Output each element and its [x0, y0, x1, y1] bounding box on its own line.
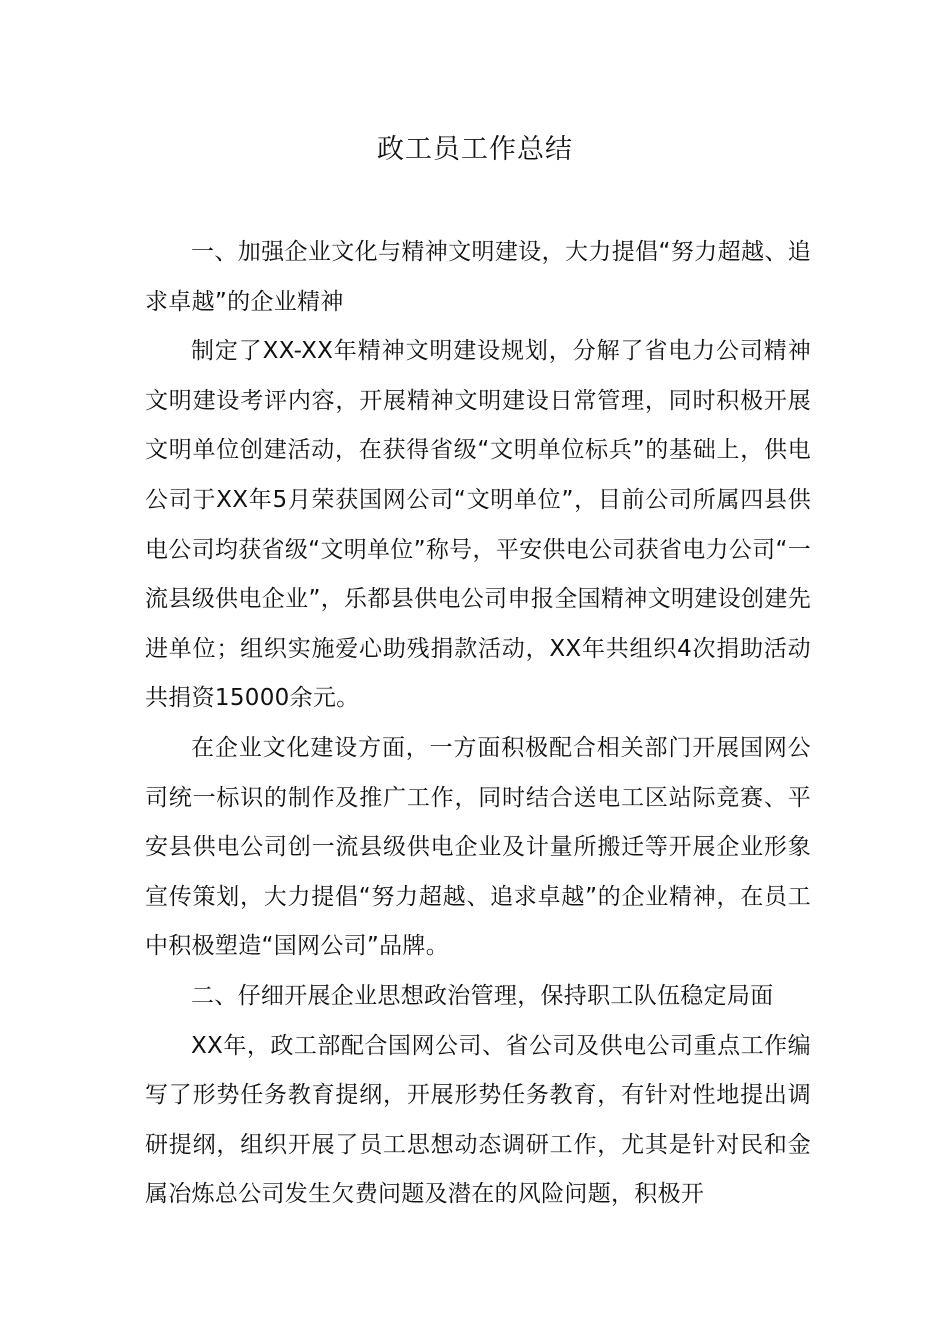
paragraph-civilization-plan: 制定了XX-XX年精神文明建设规划，分解了省电力公司精神文明建设考评内容，开展精神文明建设日常管理，同时积极开展文明单位创建活动，在获得省级“文明单位标兵”的基础上，供电公司于XX年5月荣获国网公司“文明单位”，目前公司所属四县供电公司均获省级“文明单位”称号，平安供电公司获省电力公司“一流县级供电企业”，乐都县供电公司申报全国精神文明建设创建先进单位；组织实施爱心助残捐款活动，XX年共组织4次捐助活动共捐资15000余元。	[145, 338, 811, 712]
paragraph-political-work: XX年，政工部配合国网公司、省公司及供电公司重点工作编写了形势任务教育提纲，开展形势任务教育，有针对性地提出调研提纲，组织开展了员工思想动态调研工作，尤其是针对民和金属冶炼总公司发生欠费问题及潜在的风险问题，积极开	[145, 1032, 811, 1208]
section-heading-1: 一、加强企业文化与精神文明建设，大力提倡“努力超越、追求卓越”的企业精神	[145, 239, 811, 315]
paragraph-corporate-culture: 在企业文化建设方面，一方面积极配合相关部门开展国网公司统一标识的制作及推广工作，同时结合送电工区站际竞赛、平安县供电公司创一流县级供电企业及计量所搬迁等开展企业形象宣传策划，大力提倡“努力超越、追求卓越”的企业精神，在员工中积极塑造“国网公司”品牌。	[145, 734, 811, 960]
section-heading-2: 二、仔细开展企业思想政治管理，保持职工队伍稳定局面	[191, 982, 774, 1009]
document-body	[145, 228, 811, 1220]
document-title: 政工员工作总结	[377, 134, 573, 165]
